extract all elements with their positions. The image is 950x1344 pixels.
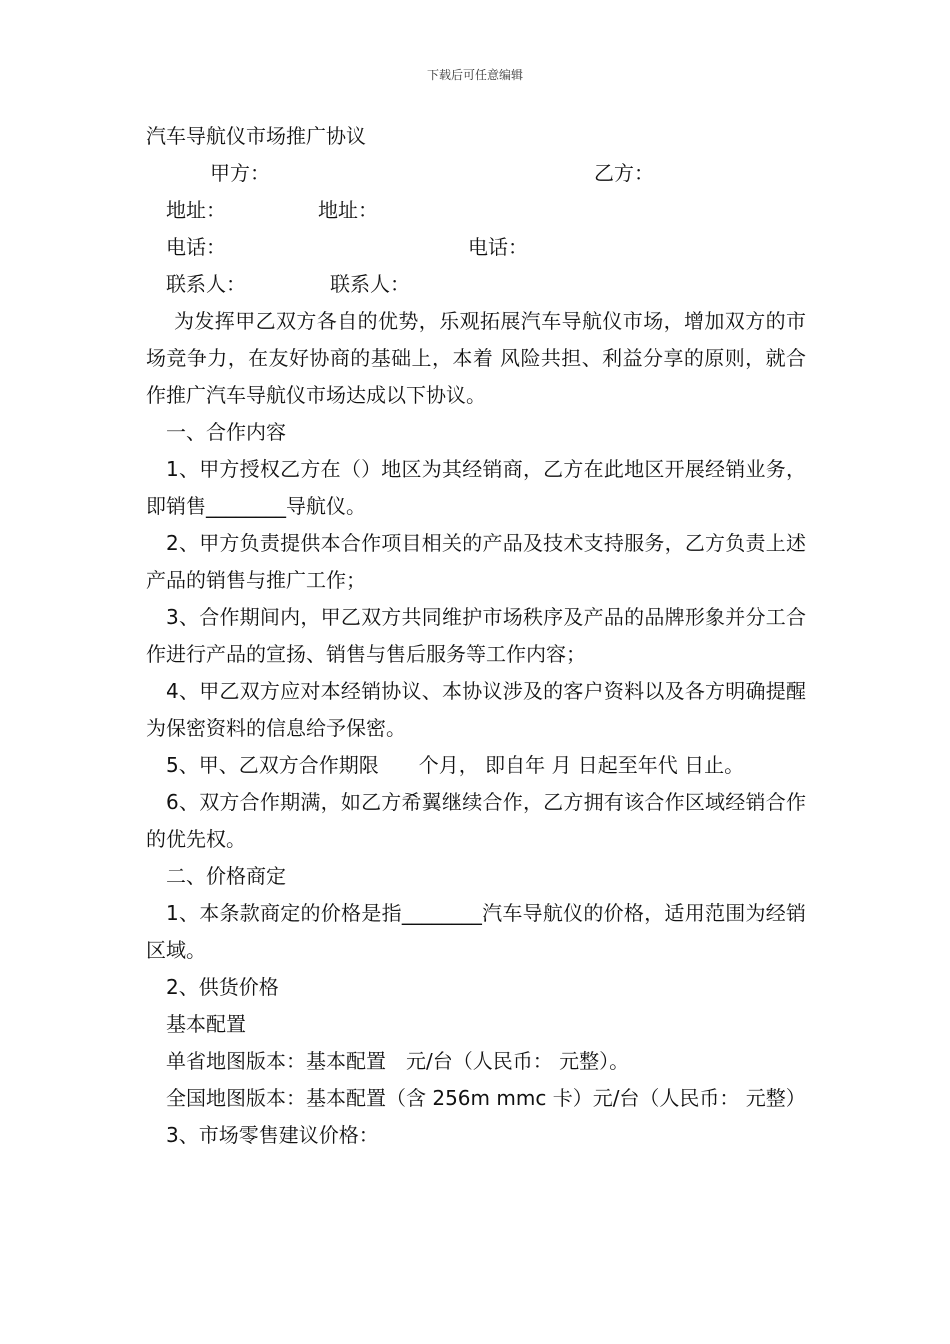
- province-map-price: 单省地图版本：基本配置 元/台（人民币： 元整）。: [166, 1049, 630, 1073]
- section-1-item-2: 2、甲方负责提供本合作项目相关的产品及技术支持服务，乙方负责上述产品的销售与推广工作；: [146, 531, 806, 592]
- section-2-title: 二、价格商定: [166, 864, 286, 888]
- section-1-title: 一、合作内容: [166, 420, 286, 444]
- section-2-item-1: 1、本条款商定的价格是指________汽车导航仪的价格，适用范围为经销区域。: [146, 901, 806, 962]
- address-row: [146, 192, 806, 229]
- basic-config-heading: 基本配置: [166, 1012, 246, 1036]
- document-body: [146, 118, 806, 1154]
- section-1-item-4: 4、甲乙双方应对本经销协议、本协议涉及的客户资料以及各方明确提醒为保密资料的信息给予保密。: [146, 679, 806, 740]
- contact-row: [146, 266, 806, 303]
- contact-b-label: 联系人：: [330, 272, 410, 296]
- intro-paragraph: 为发挥甲乙双方各自的优势，乐观拓展汽车导航仪市场，增加双方的市场竞争力，在友好协商的基础上，本着 风险共担、利益分享的原则，就合作推广汽车导航仪市场达成以下协议。: [146, 309, 806, 407]
- national-map-price: 全国地图版本：基本配置（含 256m mmc 卡）元/台（人民币： 元整）: [166, 1086, 806, 1110]
- phone-b-label: 电话：: [468, 235, 528, 259]
- header-note: 下载后可任意编辑: [426, 68, 523, 82]
- parties-row: [146, 155, 806, 192]
- address-a-label: 地址：: [166, 198, 226, 222]
- party-b-label: 乙方：: [594, 161, 654, 185]
- document-title: 汽车导航仪市场推广协议: [146, 124, 366, 148]
- section-1-item-5: 5、甲、乙双方合作期限 个月， 即自年 月 日起至年代 日止。: [166, 753, 745, 777]
- section-2-item-2: 2、供货价格: [166, 975, 279, 999]
- section-2-item-3: 3、市场零售建议价格：: [166, 1123, 379, 1147]
- phone-row: [146, 229, 806, 266]
- party-a-label: 甲方：: [210, 161, 270, 185]
- phone-a-label: 电话：: [166, 235, 226, 259]
- contact-a-label: 联系人：: [166, 272, 246, 296]
- address-b-label: 地址：: [318, 198, 378, 222]
- section-1-item-1: 1、甲方授权乙方在（）地区为其经销商，乙方在此地区开展经销业务，即销售________导航仪。: [146, 457, 806, 518]
- section-1-item-3: 3、合作期间内，甲乙双方共同维护市场秩序及产品的品牌形象并分工合作进行产品的宣扬、销售与售后服务等工作内容；: [146, 605, 806, 666]
- section-1-item-6: 6、双方合作期满，如乙方希翼继续合作，乙方拥有该合作区域经销合作的优先权。: [146, 790, 806, 851]
